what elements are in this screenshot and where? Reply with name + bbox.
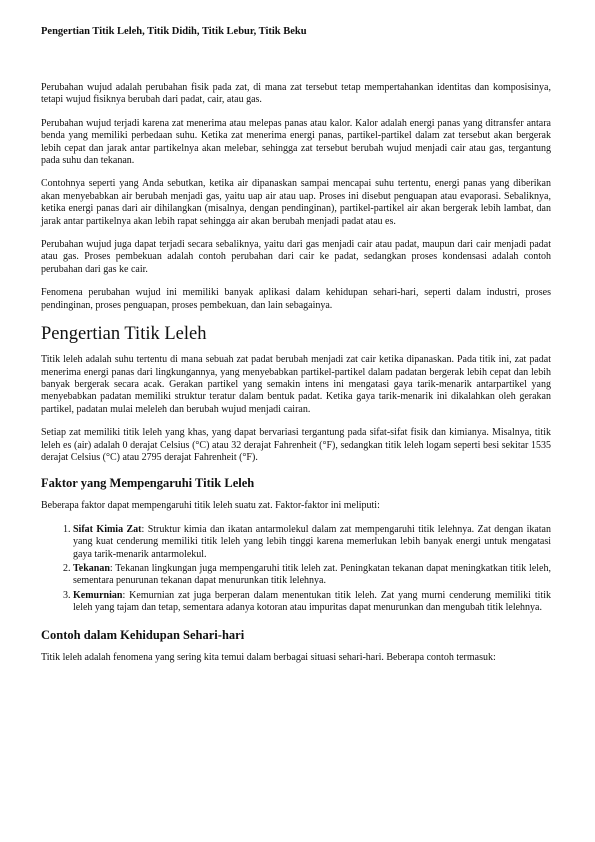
list-item-text: : Tekanan lingkungan juga mempengaruhi titik leleh zat. Peningkatan tekanan dapat meningkatkan titik leleh, sementara penurunan tekanan dapat menurunkan titik lelehnya. — [73, 562, 551, 587]
section-heading-faktor: Faktor yang Mempengaruhi Titik Leleh — [41, 476, 255, 491]
list-item-text: : Kemurnian zat juga berperan dalam menentukan titik leleh. Zat yang murni cenderung memiliki titik leleh yang tajam dan tetap, sementara adanya kotoran atau impuritas dapat menurunkan dan mengubah titik lelehnya. — [73, 589, 551, 614]
list-item-term: Tekanan — [73, 562, 110, 574]
list-item-text: : Struktur kimia dan ikatan antarmolekul dalam zat mempengaruhi titik lelehnya. Zat dengan ikatan yang kuat cenderung memiliki titik leleh yang lebih tinggi karena memerlukan lebih banyak energi untuk mengatasi gaya tarik-menarik antarmolekul. — [73, 523, 552, 560]
list-item — [73, 524, 551, 561]
list-item — [73, 590, 551, 615]
intro-paragraph-2: Perubahan wujud terjadi karena zat menerima atau melepas panas atau kalor. Kalor adalah energi panas yang ditransfer antara benda yang memiliki perbedaan suhu. Ketika zat menerima energi panas, partikel-partikel dalam zat tersebut akan bergerak lebih cepat dan jarak antar partikelnya akan melebar, sehingga zat tersebut berubah wujud menjadi cair atau gas, tergantung pada suhu dan tekanan. — [41, 117, 551, 167]
section1-paragraph-2: Setiap zat memiliki titik leleh yang khas, yang dapat bervariasi tergantung pada sifat-sifat fisik dan kimianya. Misalnya, titik leleh es (air) adalah 0 derajat Celsius (°C) atau 32 derajat Fahrenheit (°F), sedangkan titik leleh logam seperti besi sekitar 1535 derajat Celsius (°C) atau 2795 derajat Fahrenheit (°F). — [41, 427, 551, 463]
list-item-term: Kemurnian — [73, 589, 123, 601]
section2-intro: Beberapa faktor dapat mempengaruhi titik leleh suatu zat. Faktor-faktor ini meliputi: — [41, 500, 380, 512]
factor-list — [41, 524, 551, 615]
intro-paragraph-5: Fenomena perubahan wujud ini memiliki banyak aplikasi dalam kehidupan sehari-hari, seperti dalam industri, proses pendinginan, proses penguapan, proses pembekuan, dan lain sebagainya. — [41, 287, 551, 311]
list-item — [73, 563, 551, 588]
intro-paragraph-4: Perubahan wujud juga dapat terjadi secara sebaliknya, yaitu dari gas menjadi cair atau padat, maupun dari cair menjadi padat atau gas. Proses pembekuan adalah contoh perubahan dari cair ke padat, sedangkan proses kondensasi adalah contoh perubahan dari gas ke cair. — [41, 239, 551, 275]
section3-paragraph: Titik leleh adalah fenomena yang sering kita temui dalam berbagai situasi sehari-hari. Beberapa contoh termasuk: — [41, 651, 496, 663]
document-body — [41, 82, 551, 675]
section1-paragraph-1: Titik leleh adalah suhu tertentu di mana sebuah zat padat berubah menjadi zat cair ketika dipanaskan. Pada titik ini, zat padat menerima energi panas dari lingkungannya, yang menyebabkan partikel-partikel dalam padatan bergerak lebih cepat dan lebih banyak bergerak secara acak. Gerakan partikel yang semakin intens ini mengatasi gaya tarik-menarik antarpartikel yang menyebabkan padatan memiliki struktur teratur dalam bentuk padat. Ketika gaya tarik-menarik ini dikalahkan oleh gerakan partikel, padatan mulai meleleh dan berubah wujud menjadi cairan. — [41, 354, 551, 415]
intro-paragraph-3: Contohnya seperti yang Anda sebutkan, ketika air dipanaskan sampai mencapai suhu tertentu, energi panas yang diberikan akan menyebabkan air berubah menjadi gas, yaitu uap air atau uap. Proses ini disebut penguapan atau evaporasi. Sebaliknya, ketika energi panas dari air dihilangkan (misalnya, dengan pendinginan), partikel-partikel air akan bergerak lebih lambat, dan jarak antar partikelnya akan lebih rapat sehingga air akan berubah menjadi padat atau es. — [41, 178, 551, 227]
section-heading-contoh: Contoh dalam Kehidupan Sehari-hari — [41, 627, 245, 642]
intro-paragraph-1: Perubahan wujud adalah perubahan fisik pada zat, di mana zat tersebut tetap mempertahankan identitas dan komposisinya, tetapi wujud fisiknya berubah dari padat, cair, atau gas. — [41, 82, 551, 106]
section-heading-titik-leleh: Pengertian Titik Leleh — [41, 324, 207, 345]
list-item-term: Sifat Kimia Zat — [73, 523, 142, 535]
document-title: Pengertian Titik Leleh, Titik Didih, Titik Lebur, Titik Beku — [41, 26, 307, 37]
